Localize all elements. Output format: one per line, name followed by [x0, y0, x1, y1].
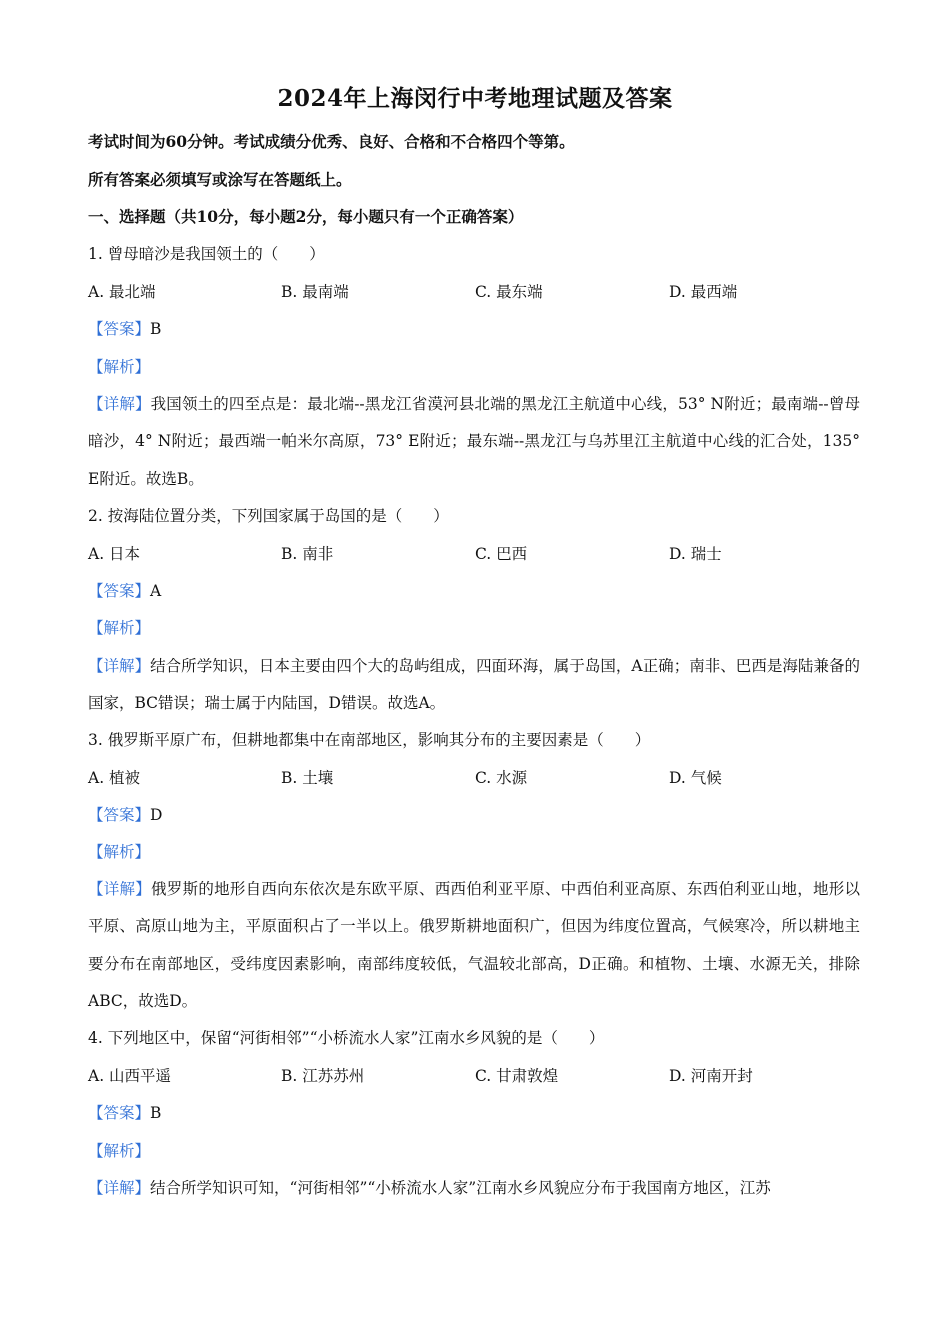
- answer-sheet-note: 所有答案必须填写或涂写在答题纸上。: [88, 170, 352, 189]
- question-1-detail: [88, 386, 860, 498]
- question-1-answer: [88, 318, 878, 340]
- question-4-option-a: A. 山西平遥: [88, 1067, 172, 1085]
- question-3-analysis: [88, 841, 878, 863]
- page-title: 2024年上海闵行中考地理试题及答案: [277, 85, 673, 112]
- question-4-option-d: D. 河南开封: [669, 1067, 753, 1085]
- question-1-option-a: A. 最北端: [88, 283, 156, 301]
- answer-label: 【答案】: [88, 582, 151, 600]
- question-3-option-d: D. 气候: [669, 769, 722, 787]
- question-2-answer: [88, 580, 878, 602]
- question-2-stem: 2. 按海陆位置分类，下列国家属于岛国的是（ ）: [88, 507, 449, 525]
- detail-label: 【详解】: [88, 657, 151, 675]
- analysis-label: 【解析】: [88, 1142, 151, 1160]
- detail-label: 【详解】: [88, 880, 152, 898]
- question-4-analysis: [88, 1140, 878, 1162]
- detail-text: 结合所学知识可知，“河街相邻”“小桥流水人家”江南水乡风貌应分布于我国南方地区，江苏: [150, 1179, 771, 1197]
- question-4-detail: [88, 1170, 860, 1207]
- answer-label: 【答案】: [88, 806, 151, 824]
- question-3-option-c: C. 水源: [475, 769, 528, 787]
- question-4-answer: [88, 1102, 878, 1124]
- question-1-stem: 1. 曾母暗沙是我国领土的（ ）: [88, 245, 325, 263]
- answer-value: B: [150, 1104, 162, 1122]
- detail-text: 我国领土的四至点是：最北端--黑龙江省漠河县北端的黑龙江主航道中心线，53° N附近；最南端--曾母暗沙，4° N附近；最西端一帕米尔高原，73° E附近；最东端--黑龙江与乌苏里江主航道中心线的汇合处，135° E附近。故选B。: [88, 395, 860, 488]
- answer-label: 【答案】: [88, 320, 151, 338]
- question-1-option-c: C. 最东端: [475, 283, 543, 301]
- question-3-detail: [88, 871, 860, 1021]
- detail-label: 【详解】: [88, 1179, 151, 1197]
- question-3-option-b: B. 土壤: [281, 769, 334, 787]
- question-2-analysis: [88, 617, 878, 639]
- question-1-option-d: D. 最西端: [669, 283, 738, 301]
- analysis-label: 【解析】: [88, 619, 151, 637]
- question-2-option-c: C. 巴西: [475, 545, 528, 563]
- analysis-label: 【解析】: [88, 843, 151, 861]
- question-4-option-b: B. 江苏苏州: [281, 1067, 365, 1085]
- detail-label: 【详解】: [88, 395, 151, 413]
- question-1-option-b: B. 最南端: [281, 283, 349, 301]
- answer-value: B: [150, 320, 162, 338]
- section-heading: 一、选择题（共10分，每小题2分，每小题只有一个正确答案）: [88, 207, 524, 226]
- question-2-option-a: A. 日本: [88, 545, 141, 563]
- answer-value: A: [150, 582, 162, 600]
- detail-text: 结合所学知识，日本主要由四个大的岛屿组成，四面环海，属于岛国，A正确；南非、巴西是海陆兼备的国家，BC错误；瑞士属于内陆国，D错误。故选A。: [88, 657, 860, 713]
- question-1-analysis: [88, 356, 878, 378]
- question-3-option-a: A. 植被: [88, 769, 141, 787]
- detail-text: 俄罗斯的地形自西向东依次是东欧平原、西西伯利亚平原、中西伯利亚高原、东西伯利亚山地，地形以平原、高原山地为主，平原面积占了一半以上。俄罗斯耕地面积广，但因为纬度位置高，气候寒冷，所以耕地主要分布在南部地区，受纬度因素影响，南部纬度较低，气温较北部高，D正确。和植物、土壤、水源无关，排除ABC，故选D。: [88, 880, 860, 1011]
- question-3-answer: [88, 804, 878, 826]
- question-2-option-d: D. 瑞士: [669, 545, 722, 563]
- answer-label: 【答案】: [88, 1104, 151, 1122]
- question-2-detail: [88, 648, 860, 723]
- answer-value: D: [150, 806, 163, 824]
- exam-time-note: 考试时间为60分钟。考试成绩分优秀、良好、合格和不合格四个等第。: [88, 132, 575, 151]
- question-2-option-b: B. 南非: [281, 545, 334, 563]
- question-3-stem: 3. 俄罗斯平原广布，但耕地都集中在南部地区，影响其分布的主要因素是（ ）: [88, 731, 651, 749]
- analysis-label: 【解析】: [88, 358, 151, 376]
- question-4-option-c: C. 甘肃敦煌: [475, 1067, 559, 1085]
- question-4-stem: 4. 下列地区中，保留“河街相邻”“小桥流水人家”江南水乡风貌的是（ ）: [88, 1029, 605, 1047]
